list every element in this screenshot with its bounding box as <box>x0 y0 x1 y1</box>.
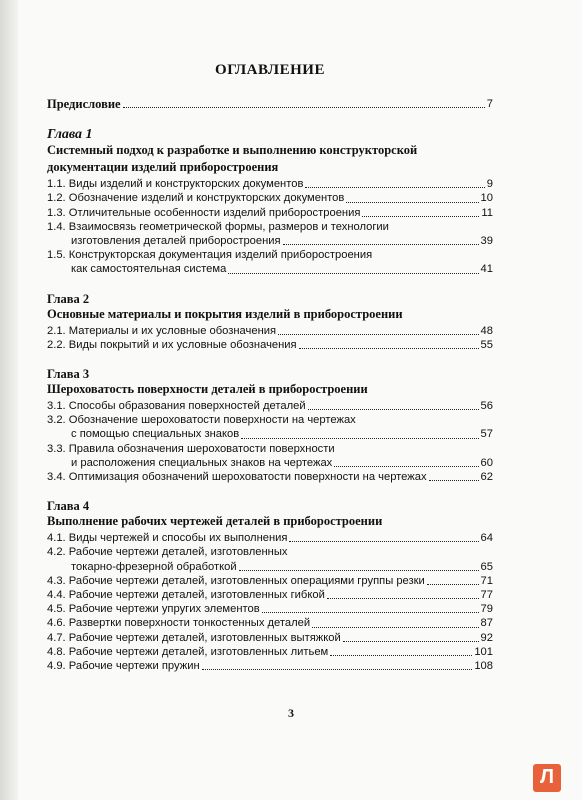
toc-entry-text: 1.1. Виды изделий и конструкторских документов <box>47 178 304 191</box>
toc-entry-page: 57 <box>480 428 493 441</box>
leader-dots <box>327 598 479 599</box>
leader-dots <box>330 655 472 656</box>
toc-entry-page: 64 <box>480 532 493 545</box>
toc-entry <box>47 659 493 673</box>
toc-entry-page: 56 <box>480 400 493 413</box>
toc-entry-row <box>47 177 493 191</box>
toc-entry-row <box>47 338 493 352</box>
toc-entry-text: 4.8. Рабочие чертежи деталей, изготовленных литьем <box>47 645 329 658</box>
toc-entry-page: 39 <box>480 235 493 248</box>
toc-entry-row <box>47 191 493 205</box>
preface-page: 7 <box>486 98 493 110</box>
chapter-label: Глава 4 <box>47 499 90 514</box>
toc-entry-text: 3.4. Оптимизация обозначений шероховатости поверхности на чертежах <box>47 471 427 484</box>
toc-entry-page: 65 <box>480 560 493 573</box>
toc-entry <box>47 220 493 248</box>
toc-entry-text: 4.2. Рабочие чертежи деталей, изготовленных <box>47 546 288 559</box>
leader-dots <box>305 187 484 188</box>
toc-entry-row <box>47 588 493 602</box>
toc-entry-page: 79 <box>480 603 493 616</box>
toc-entry <box>47 206 493 220</box>
logo-letter: Л <box>539 765 555 788</box>
toc-entry <box>47 531 493 545</box>
chapter-title: Основные материалы и покрытия изделий в приборостроении <box>47 306 403 321</box>
chapter-title: Системный подход к разработке и выполнению конструкторской <box>47 143 418 158</box>
leader-dots <box>346 202 478 203</box>
toc-entry-page: 92 <box>480 631 493 644</box>
toc-entry <box>47 574 493 588</box>
toc-entry-page: 108 <box>474 660 493 673</box>
toc-entry-page: 62 <box>480 471 493 484</box>
toc-entry-row <box>47 645 493 659</box>
leader-dots <box>343 641 479 642</box>
toc-entry <box>47 545 493 573</box>
toc-entry-text: 4.7. Рабочие чертежи деталей, изготовленных вытяжкой <box>47 631 341 644</box>
leader-dots <box>289 541 478 542</box>
toc-entry-text: 2.1. Материалы и их условные обозначения <box>47 324 277 337</box>
toc-entry-text: как самостоятельная система <box>71 263 227 276</box>
leader-dots <box>239 570 479 571</box>
toc-entry-row <box>47 262 493 276</box>
toc-entry-page: 60 <box>480 456 493 469</box>
toc-entry-row <box>47 427 493 441</box>
leader-dots <box>123 107 485 108</box>
toc-entry-text: изготовления деталей приборостроения <box>71 235 281 248</box>
preface-entry <box>47 97 493 111</box>
toc-entry-row <box>47 470 493 484</box>
toc-entry-row <box>47 659 493 673</box>
leader-dots <box>262 612 479 613</box>
toc-entry-row <box>47 616 493 630</box>
chapter-label: Глава 3 <box>47 367 90 382</box>
toc-entry-row <box>47 456 493 470</box>
toc-entry-text: и расположения специальных знаков на чертежах <box>71 456 333 469</box>
toc-entry-text: 1.3. Отличительные особенности изделий приборостроения <box>47 206 361 219</box>
leader-dots <box>202 669 473 670</box>
toc-entry <box>47 177 493 191</box>
toc-entry-text: 1.4. Взаимосвязь геометрической формы, размеров и технологии <box>47 220 389 233</box>
leader-dots <box>312 627 478 628</box>
labirint-logo-icon <box>533 764 561 792</box>
toc-entry <box>47 413 493 441</box>
toc-entry-text: 2.2. Виды покрытий и их условные обозначения <box>47 338 297 351</box>
toc-entry-text: 4.1. Виды чертежей и способы их выполнения <box>47 532 288 545</box>
chapter-title: Выполнение рабочих чертежей деталей в приборостроении <box>47 514 383 529</box>
toc-entry <box>47 616 493 630</box>
leader-dots <box>283 244 479 245</box>
toc-entry-row <box>47 399 493 413</box>
toc-entry <box>47 324 493 338</box>
toc-entry <box>47 470 493 484</box>
preface-label: Предисловие <box>47 97 121 111</box>
toc-entry <box>47 588 493 602</box>
toc-entry-text: с помощью специальных знаков <box>71 428 240 441</box>
toc-entry-row <box>47 324 493 338</box>
toc-entry-text: 3.3. Правила обозначения шероховатости поверхности <box>47 442 335 455</box>
chapter-section <box>47 291 493 352</box>
toc-entry-page: 48 <box>480 324 493 337</box>
toc-entry <box>47 602 493 616</box>
page-edge-shadow <box>0 0 18 800</box>
toc-entry-row <box>47 234 493 248</box>
chapter-label: Глава 1 <box>47 127 93 143</box>
toc-entry-row <box>47 560 493 574</box>
leader-dots <box>241 438 478 439</box>
chapter-section <box>47 498 493 673</box>
chapter-label: Глава 2 <box>47 291 90 306</box>
chapter-section <box>47 366 493 484</box>
leader-dots <box>429 480 479 481</box>
leader-dots <box>427 584 479 585</box>
toc-entry-text: 1.5. Конструкторская документация изделий приборостроения <box>47 249 373 262</box>
toc-entry-page: 11 <box>481 206 493 219</box>
toc-entry-row <box>47 574 493 588</box>
toc-entry <box>47 248 493 276</box>
toc-entry-row <box>47 631 493 645</box>
toc-entry-page: 101 <box>474 645 493 658</box>
page-number: 3 <box>288 706 294 720</box>
toc-entry-page: 55 <box>480 338 493 351</box>
toc-entry-page: 77 <box>480 589 493 602</box>
chapters-list <box>47 127 493 673</box>
leader-dots <box>362 216 479 217</box>
chapter-section <box>47 127 493 276</box>
chapter-title: Шероховатость поверхности деталей в приборостроении <box>47 382 368 397</box>
toc-entry <box>47 631 493 645</box>
toc-entry-page: 10 <box>480 192 493 205</box>
leader-dots <box>228 273 478 274</box>
toc-entry-row <box>47 602 493 616</box>
toc-entry-page: 71 <box>480 574 493 587</box>
toc-entry <box>47 338 493 352</box>
toc-entry-text: 3.2. Обозначение шероховатости поверхности на чертежах <box>47 414 356 427</box>
chapter-title: документации изделий приборостроения <box>47 160 279 175</box>
toc-entry-text: 4.3. Рабочие чертежи деталей, изготовленных операциями группы резки <box>47 574 425 587</box>
toc-entry-text: 4.6. Развертки поверхности тонкостенных деталей <box>47 617 311 630</box>
toc-entry-text: 4.5. Рабочие чертежи упругих элементов <box>47 603 260 616</box>
toc-entry-text: 1.2. Обозначение изделий и конструкторских документов <box>47 192 345 205</box>
toc-entry-page: 9 <box>486 178 493 191</box>
toc-entry-text: токарно-фрезерной обработкой <box>71 560 237 573</box>
table-of-contents <box>47 58 493 673</box>
toc-entry-row <box>47 206 493 220</box>
toc-entry <box>47 191 493 205</box>
toc-entry <box>47 399 493 413</box>
toc-entry-page: 41 <box>480 263 493 276</box>
leader-dots <box>334 466 478 467</box>
toc-entry <box>47 645 493 659</box>
toc-entry-text: 4.4. Рабочие чертежи деталей, изготовленных гибкой <box>47 589 325 602</box>
leader-dots <box>308 409 479 410</box>
toc-title: ОГЛАВЛЕНИЕ <box>215 62 325 78</box>
leader-dots <box>299 348 479 349</box>
toc-entry-row <box>47 531 493 545</box>
toc-entry-text: 3.1. Способы образования поверхностей деталей <box>47 400 306 413</box>
toc-entry <box>47 442 493 470</box>
leader-dots <box>278 334 478 335</box>
toc-entry-page: 87 <box>480 617 493 630</box>
toc-entry-text: 4.9. Рабочие чертежи пружин <box>47 660 200 673</box>
